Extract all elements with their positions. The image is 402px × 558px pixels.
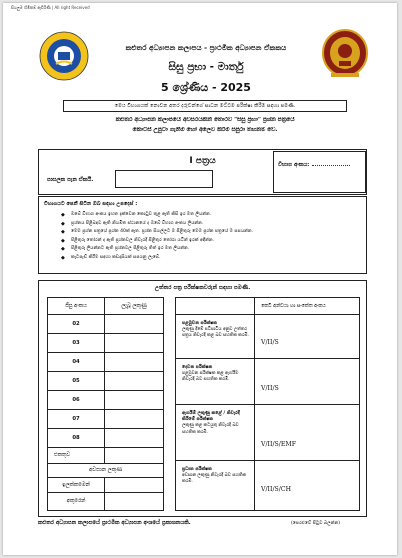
marks-column-header: ලැබූ ලකුණු <box>105 298 163 315</box>
government-emblem-icon <box>321 29 369 79</box>
instruction-item: ◆ ප්‍රශ්නය පිළිබඳව ඇති නියමිත ස්ථානයේ ද ඔබේ විභාග අංකය ලියන්න. <box>61 220 204 227</box>
question-number: 05 <box>48 372 104 391</box>
signature-header: කෙටි අන්වයා හා සංකේත අංකය <box>176 298 359 315</box>
question-column-header: ජීපු අංකය <box>48 298 104 315</box>
diamond-bullet-icon: ◆ <box>61 212 65 218</box>
notice-box: මෙය විභාගයක් නොවන අතර දරුවන්ගේ සාධන මට්ටම පරීක්ෂා කිරීම සඳහා පමණි. <box>63 100 347 112</box>
question-number: 02 <box>48 315 104 334</box>
instruction-item: ◆ ඔබේ විභාග අංකය ඉහත දැක්වෙන කොටුව තුළ ඇති කිසි ඉර මත ලියන්න. <box>61 212 212 218</box>
exam-number-label: විභාග අංකය: <box>278 162 310 168</box>
candidate-info-box <box>38 149 367 195</box>
total-cell[interactable] <box>105 448 163 464</box>
marks-cell[interactable] <box>105 334 163 353</box>
zone-title: කළුතර අධ්‍යාපන කලාපය - ප්‍රාථමික අධ්‍යාපන ඒකකය <box>125 43 287 52</box>
copyright-warning-line2: කොටස් උපුටා ගැනීම හෝ අලෙවි කිරීම සපුරා තහනම් වේ. <box>132 127 278 133</box>
marks-cell[interactable] <box>105 372 163 391</box>
instructions-title: විභාගයට පෙනී සිටින ඔබ සඳහා උපදෙස් : <box>44 201 138 207</box>
instruction-item: ◆ පිළිතුරු ලියන්නට ඇති ප්‍රශ්නවල පිළිතුරු තිත් ඉර මත ලියන්න. <box>61 246 190 252</box>
examiner-row: දෙවන පරීක්ෂක පළමුවන පරීක්ෂක කළ ඇගයීම නිවැරදි බව සහතික කරමි. V/II/S <box>176 359 359 405</box>
examiner-signatures-table <box>175 297 360 511</box>
question-number: 04 <box>48 353 104 372</box>
turn-page-note: (පෙරළුවේ පිටුව බලන්න) <box>291 521 341 526</box>
question-number: 03 <box>48 334 104 353</box>
test-name: සිසු ප්‍රභා - මාර්තු <box>168 61 244 73</box>
paper-label: I පත්‍රය <box>189 156 216 166</box>
instructions-box <box>38 196 367 274</box>
examiner-code: V/II/S <box>261 385 279 392</box>
marks-cell[interactable] <box>105 391 163 410</box>
question-number: 06 <box>48 391 104 410</box>
school-label: පාසලක පැන ඒකයී. <box>47 177 94 183</box>
final-marks-digits-label: ඉලක්කමෙන් <box>48 478 104 493</box>
question-number: 07 <box>48 410 104 429</box>
examiner-row: ඇගයීම් ලකුණු කළේ / නිවැරදි කිරීමේ පරීක්ෂක ලකුණු කළ කටයුතු නිවැරදි බව සහතික කරමි. V/II/S/EMF <box>176 405 359 461</box>
instructions-list <box>39 211 366 262</box>
exam-number-line <box>312 165 350 166</box>
marks-cell[interactable] <box>105 315 163 334</box>
diamond-bullet-icon: ◆ <box>61 237 65 244</box>
exam-page <box>3 3 397 555</box>
publisher-footer: කළුතර අධ්‍යාපන කලාපයේ ප්‍රාථමික අධ්‍යාපන අංශයේ ප්‍රකාශනයකි. <box>38 520 191 526</box>
examiners-box <box>38 280 367 517</box>
examiner-code: V/II/S/CH <box>261 486 291 493</box>
zonal-office-logo-icon <box>39 31 89 81</box>
school-number-field[interactable] <box>115 170 213 188</box>
examiners-title: උත්තර පත්‍ර පරීක්ෂකවරුන් සඳහා පමණි. <box>154 285 251 291</box>
marks-table <box>47 297 164 511</box>
grade-year: 5 ශ්‍රේණිය - 2025 <box>161 81 251 94</box>
instruction-item: ◆ කැටපැඩ් කිරීම සඳහා කඩදාසියක් සපයනු ලැබේ. <box>61 254 161 261</box>
final-marks-digits-cell[interactable] <box>105 478 163 493</box>
instruction-item: ◆ මෙම ප්‍රශ්න පත්‍රයේ ප්‍රශ්න 40ක් ඇත. ප්‍රශ්න සියල්ලට ම පිළිතුරු මෙම ප්‍රශ්න පත්‍රයේ ම සපයන්න. <box>61 229 254 235</box>
marks-cell[interactable] <box>105 429 163 448</box>
question-number: 08 <box>48 429 104 448</box>
final-marks-words-cell[interactable] <box>105 493 163 509</box>
exam-number-field[interactable] <box>278 162 350 169</box>
diamond-bullet-icon: ◆ <box>61 246 65 252</box>
examiner-code: V/II/S <box>261 339 279 346</box>
copyright-warning-line1: කළුතර අධ්‍යාපන කලාපයේ අවසරයකින් තොරව "සිසු ප්‍රභා" ප්‍රශ්න පත්‍රයේ <box>115 117 295 123</box>
copyright-note: සියලුම හිමිකම් ඇවිරිණි | All right Received <box>11 5 90 10</box>
final-marks-label: අවසාන ලකුණ <box>48 464 163 478</box>
marks-cell[interactable] <box>105 410 163 429</box>
marks-cell[interactable] <box>105 353 163 372</box>
diamond-bullet-icon: ◆ <box>61 220 65 227</box>
final-marks-words-label: අකුරෙන් <box>48 493 104 509</box>
examiner-row: පළමුවන පරීක්ෂක ලකුණු දීමේ පටිපාටිය අනුව උත්තර පත්‍රය නිවැරදි කළ බව සහතික කරමි. V/II/S <box>176 315 359 359</box>
instruction-item: ◆ පිළිතුරු තෝරන් ද ඇති ප්‍රශ්නවල නිවැරදි පිළිතුර තෝරා යටින් ඉරක් අඳින්න. <box>61 237 215 244</box>
diamond-bullet-icon: ◆ <box>61 229 65 235</box>
diamond-bullet-icon: ◆ <box>61 254 65 261</box>
total-label: එකතුව <box>48 448 104 464</box>
examiner-row: ප්‍රධාන පරීක්ෂක අවසාන ලකුණු නිවැරදි බව සහතික කරමි. V/II/S/CH <box>182 467 291 493</box>
examiner-code: V/II/S/EMF <box>261 441 296 448</box>
exam-number-box <box>273 151 366 193</box>
